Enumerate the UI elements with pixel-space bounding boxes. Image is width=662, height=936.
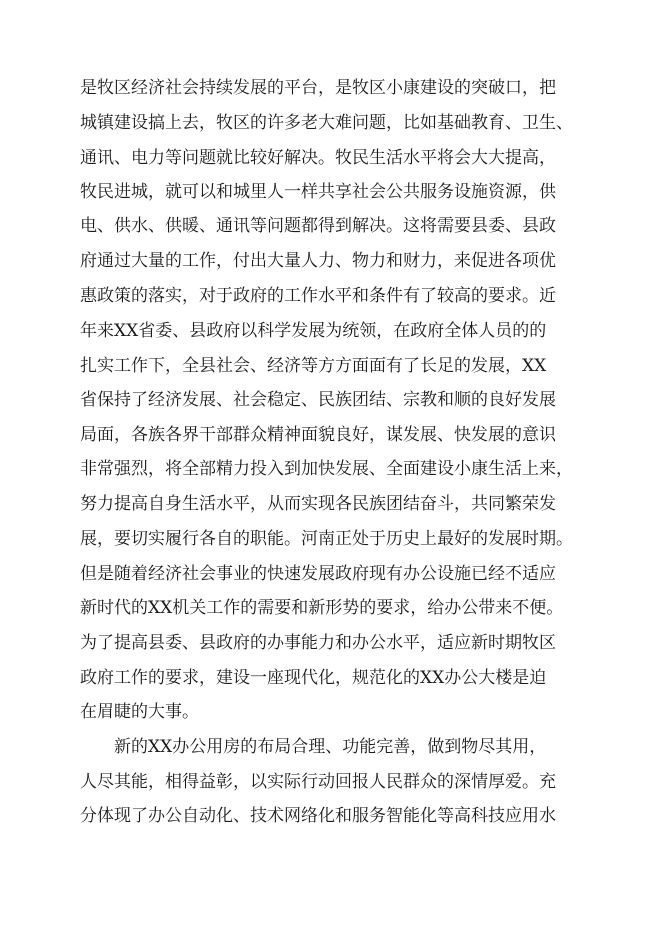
text-line: 努力提高自身生活水平，从而实现各民族团结奋斗，共同繁荣发	[80, 494, 556, 514]
text-line: 为了提高县委、县政府的办事能力和办公水平，适应新时期牧区	[80, 633, 556, 653]
text-line: 展，要切实履行各自的职能。河南正处于历史上最好的发展时期。	[80, 529, 573, 549]
text-line: 府通过大量的工作，付出大量人力、物力和财力，来促进各项优	[80, 251, 556, 271]
text-line: 省保持了经济发展、社会稳定、民族团结、宗教和顺的良好发展	[80, 390, 556, 410]
text-line: 在眉睫的大事。	[80, 702, 199, 722]
text-line: 扎实工作下，全县社会、经济等方方面面有了长足的发展，XX	[80, 356, 547, 376]
text-line: 但是随着经济社会事业的快速发展政府现有办公设施已经不适应	[80, 564, 556, 584]
text-line: 新的XX办公用房的布局合理、功能完善，做到物尽其用，	[114, 737, 547, 757]
text-line: 局面，各族各界干部群众精神面貌良好，谋发展、快发展的意识	[80, 425, 556, 445]
text-line: 新时代的XX机关工作的需要和新形势的要求，给办公带来不便。	[80, 598, 564, 618]
text-line: 人尽其能，相得益彰，以实际行动回报人民群众的深情厚爱。充	[80, 772, 556, 792]
text-line: 分体现了办公自动化、技术网络化和服务智能化等高科技应用水	[80, 806, 556, 826]
text-line: 电、供水、供暖、通讯等问题都得到解决。这将需要县委、县政	[80, 216, 556, 236]
text-line: 非常强烈，将全部精力投入到加快发展、全面建设小康生活上来，	[80, 459, 573, 479]
text-line: 通讯、电力等问题就比较好解决。牧民生活水平将会大大提高，	[80, 148, 556, 168]
text-line: 牧民进城，就可以和城里人一样共享社会公共服务设施资源，供	[80, 182, 556, 202]
text-line: 惠政策的落实，对于政府的工作水平和条件有了较高的要求。近	[80, 286, 556, 306]
text-line: 政府工作的要求，建设一座现代化，规范化的XX办公大楼是迫	[80, 668, 547, 688]
text-line: 城镇建设搞上去，牧区的许多老大难问题，比如基础教育、卫生、	[80, 113, 573, 133]
text-line: 年来XX省委、县政府以科学发展为统领，在政府全体人员的的	[80, 321, 547, 341]
text-line: 是牧区经济社会持续发展的平台，是牧区小康建设的突破口，把	[80, 78, 556, 98]
